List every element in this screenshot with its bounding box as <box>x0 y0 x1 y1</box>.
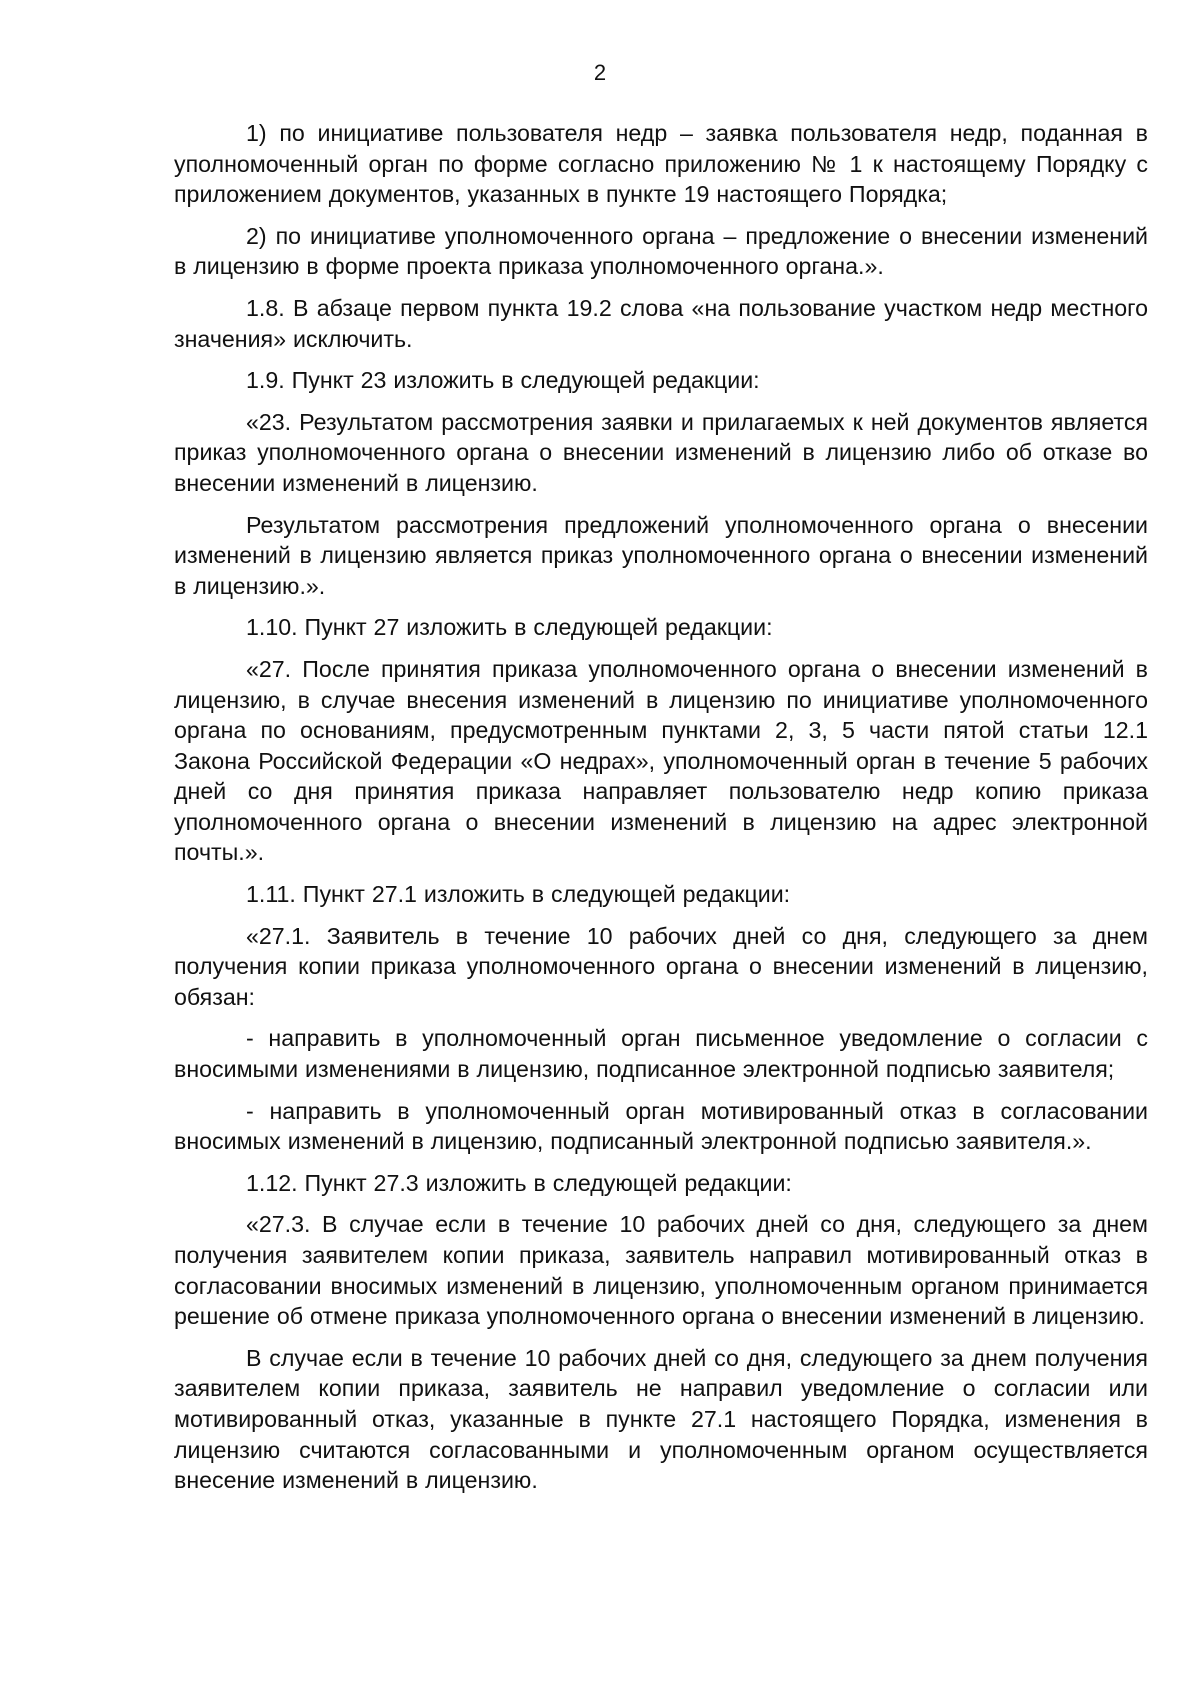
paragraph-3: 1.8. В абзаце первом пункта 19.2 слова «на пользование участком недр местного значения» исключить. <box>174 294 1148 352</box>
paragraph-10: «27.1. Заявитель в течение 10 рабочих дней со дня, следующего за днем получения копии приказа уполномоченного органа о внесении изменений в лицензию, обязан: <box>174 922 1148 1010</box>
paragraph-4: 1.9. Пункт 23 изложить в следующей редакции: <box>246 367 760 394</box>
paragraph-13: 1.12. Пункт 27.3 изложить в следующей редакции: <box>246 1169 792 1196</box>
paragraph-6: Результатом рассмотрения предложений уполномоченного органа о внесении изменений в лицензию является приказ уполномоченного органа о внесении изменений в лицензию.». <box>174 511 1148 599</box>
document-body <box>174 118 1148 1507</box>
paragraph-2: 2) по инициативе уполномоченного органа – предложение о внесении изменений в лицензию в форме проекта приказа уполномоченного органа.». <box>174 222 1148 280</box>
paragraph-12: - направить в уполномоченный орган мотивированный отказ в согласовании вносимых изменений в лицензию, подписанный электронной подписью заявителя.». <box>174 1097 1148 1155</box>
paragraph-11: - направить в уполномоченный орган письменное уведомление о согласии с вносимыми изменениями в лицензию, подписанное электронной подписью заявителя; <box>174 1025 1148 1083</box>
paragraph-8: «27. После принятия приказа уполномоченного органа о внесении изменений в лицензию, в случае внесения изменений в лицензию по инициативе уполномоченного органа по основаниям, предусмотренным пунктами 2, 3, 5 части пятой статьи 12.1 Закона Российской Федерации «О недрах», уполномоченный орган в течение 5 рабочих дней со дня принятия приказа направляет пользователю недр копию приказа уполномоченного органа о внесении изменений в лицензию на адрес электронной почты.». <box>174 655 1148 866</box>
page-number: 2 <box>593 60 607 85</box>
paragraph-14: «27.3. В случае если в течение 10 рабочих дней со дня, следующего за днем получения заявителем копии приказа, заявитель направил мотивированный отказ в согласовании вносимых изменений в лицензию, уполномоченным органом принимается решение об отмене приказа уполномоченного органа о внесении изменений в лицензию. <box>174 1211 1148 1330</box>
paragraph-9: 1.11. Пункт 27.1 изложить в следующей редакции: <box>246 881 791 908</box>
paragraph-15: В случае если в течение 10 рабочих дней со дня, следующего за днем получения заявителем копии приказа, заявитель не направил уведомление о согласии или мотивированный отказ, указанные в пункте 27.1 настоящего Порядка, изменения в лицензию считаются согласованными и уполномоченным органом осуществляется внесение изменений в лицензию. <box>174 1344 1148 1494</box>
paragraph-5: «23. Результатом рассмотрения заявки и прилагаемых к ней документов является приказ уполномоченного органа о внесении изменений в лицензию либо об отказе во внесении изменений в лицензию. <box>174 408 1148 496</box>
paragraph-7: 1.10. Пункт 27 изложить в следующей редакции: <box>246 614 773 641</box>
paragraph-1: 1) по инициативе пользователя недр – заявка пользователя недр, поданная в уполномоченный орган по форме согласно приложению № 1 к настоящему Порядку с приложением документов, указанных в пункте 19 настоящего Порядка; <box>174 120 1148 208</box>
